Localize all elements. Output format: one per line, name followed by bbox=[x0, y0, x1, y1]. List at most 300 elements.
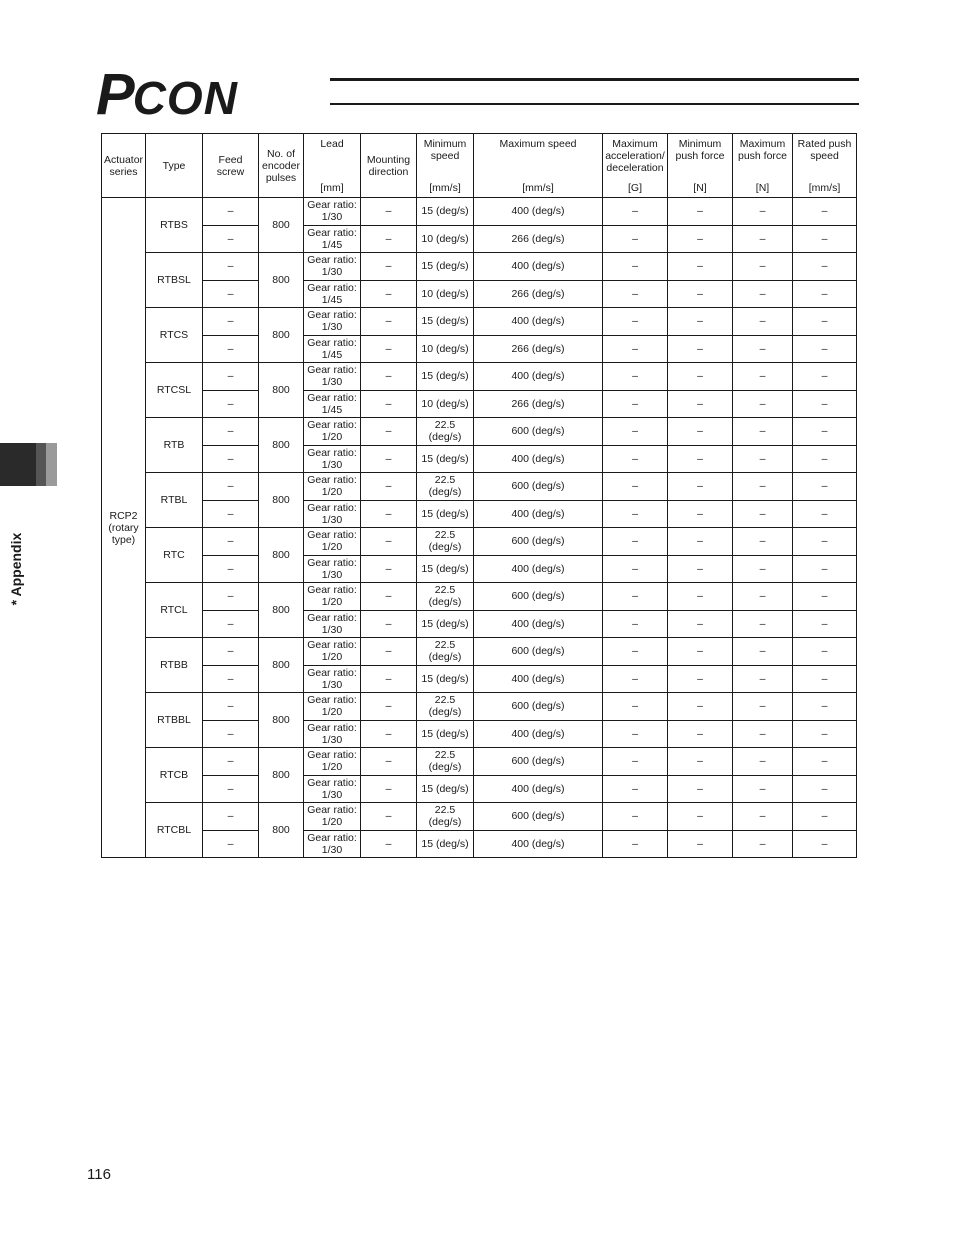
lead-cell: Gear ratio: 1/45 bbox=[304, 280, 361, 308]
encoder-pulses-cell: 800 bbox=[259, 308, 304, 363]
type-cell: RTBBL bbox=[146, 693, 203, 748]
type-cell: RTB bbox=[146, 418, 203, 473]
max-speed-cell: 600 (deg/s) bbox=[474, 803, 603, 831]
table-row bbox=[102, 610, 857, 638]
feed-screw-cell: – bbox=[203, 555, 259, 583]
max-speed-cell: 400 (deg/s) bbox=[474, 198, 603, 226]
max-push-force-cell: – bbox=[733, 638, 793, 666]
feed-screw-cell: – bbox=[203, 748, 259, 776]
min-push-force-cell: – bbox=[668, 555, 733, 583]
lead-cell: Gear ratio: 1/20 bbox=[304, 473, 361, 501]
max-push-force-cell: – bbox=[733, 720, 793, 748]
table-row bbox=[102, 280, 857, 308]
column-header bbox=[361, 134, 417, 198]
mounting-direction-cell: – bbox=[361, 830, 417, 858]
min-speed-cell: 15 (deg/s) bbox=[417, 363, 474, 391]
rated-push-speed-cell: – bbox=[793, 665, 857, 693]
column-header-label: Actuator series bbox=[103, 153, 144, 178]
feed-screw-cell: – bbox=[203, 693, 259, 721]
min-push-force-cell: – bbox=[668, 225, 733, 253]
max-speed-cell: 400 (deg/s) bbox=[474, 610, 603, 638]
min-push-force-cell: – bbox=[668, 803, 733, 831]
rated-push-speed-cell: – bbox=[793, 638, 857, 666]
max-push-force-cell: – bbox=[733, 390, 793, 418]
rated-push-speed-cell: – bbox=[793, 198, 857, 226]
max-push-force-cell: – bbox=[733, 583, 793, 611]
column-header bbox=[203, 134, 259, 198]
rated-push-speed-cell: – bbox=[793, 225, 857, 253]
max-push-force-cell: – bbox=[733, 445, 793, 473]
mounting-direction-cell: – bbox=[361, 198, 417, 226]
max-speed-cell: 400 (deg/s) bbox=[474, 830, 603, 858]
min-speed-cell: 15 (deg/s) bbox=[417, 253, 474, 281]
max-push-force-cell: – bbox=[733, 335, 793, 363]
column-header bbox=[733, 134, 793, 198]
column-header bbox=[146, 134, 203, 198]
max-speed-cell: 400 (deg/s) bbox=[474, 500, 603, 528]
max-speed-cell: 600 (deg/s) bbox=[474, 693, 603, 721]
rated-push-speed-cell: – bbox=[793, 280, 857, 308]
table-row bbox=[102, 500, 857, 528]
type-cell: RTBS bbox=[146, 198, 203, 253]
table-row bbox=[102, 335, 857, 363]
encoder-pulses-cell: 800 bbox=[259, 638, 304, 693]
table-row bbox=[102, 693, 857, 721]
max-push-force-cell: – bbox=[733, 280, 793, 308]
max-speed-cell: 266 (deg/s) bbox=[474, 335, 603, 363]
lead-cell: Gear ratio: 1/30 bbox=[304, 555, 361, 583]
min-speed-cell: 22.5 (deg/s) bbox=[417, 528, 474, 556]
min-speed-cell: 22.5 (deg/s) bbox=[417, 418, 474, 446]
lead-cell: Gear ratio: 1/20 bbox=[304, 803, 361, 831]
lead-cell: Gear ratio: 1/20 bbox=[304, 693, 361, 721]
encoder-pulses-cell: 800 bbox=[259, 198, 304, 253]
rated-push-speed-cell: – bbox=[793, 308, 857, 336]
feed-screw-cell: – bbox=[203, 775, 259, 803]
max-push-force-cell: – bbox=[733, 665, 793, 693]
encoder-pulses-cell: 800 bbox=[259, 418, 304, 473]
mounting-direction-cell: – bbox=[361, 748, 417, 776]
feed-screw-cell: – bbox=[203, 445, 259, 473]
column-header-label: Mounting direction bbox=[366, 153, 411, 178]
max-acceleration-cell: – bbox=[603, 418, 668, 446]
max-acceleration-cell: – bbox=[603, 500, 668, 528]
min-speed-cell: 15 (deg/s) bbox=[417, 500, 474, 528]
feed-screw-cell: – bbox=[203, 308, 259, 336]
column-header bbox=[417, 134, 474, 198]
rated-push-speed-cell: – bbox=[793, 473, 857, 501]
min-speed-cell: 22.5 (deg/s) bbox=[417, 803, 474, 831]
feed-screw-cell: – bbox=[203, 280, 259, 308]
feed-screw-cell: – bbox=[203, 335, 259, 363]
min-speed-cell: 22.5 (deg/s) bbox=[417, 693, 474, 721]
column-header-label: No. of encoder pulses bbox=[262, 147, 300, 184]
mounting-direction-cell: – bbox=[361, 225, 417, 253]
min-speed-cell: 15 (deg/s) bbox=[417, 198, 474, 226]
lead-cell: Gear ratio: 1/30 bbox=[304, 830, 361, 858]
max-acceleration-cell: – bbox=[603, 555, 668, 583]
section-tab-light bbox=[46, 443, 57, 486]
min-speed-cell: 22.5 (deg/s) bbox=[417, 638, 474, 666]
column-header-label: Type bbox=[162, 159, 186, 172]
min-speed-cell: 15 (deg/s) bbox=[417, 720, 474, 748]
min-push-force-cell: – bbox=[668, 720, 733, 748]
table-header-row bbox=[102, 134, 857, 198]
max-push-force-cell: – bbox=[733, 528, 793, 556]
type-cell: RTC bbox=[146, 528, 203, 583]
max-speed-cell: 400 (deg/s) bbox=[474, 720, 603, 748]
lead-cell: Gear ratio: 1/30 bbox=[304, 500, 361, 528]
max-acceleration-cell: – bbox=[603, 610, 668, 638]
type-cell: RTBL bbox=[146, 473, 203, 528]
feed-screw-cell: – bbox=[203, 638, 259, 666]
encoder-pulses-cell: 800 bbox=[259, 363, 304, 418]
max-acceleration-cell: – bbox=[603, 335, 668, 363]
table-row bbox=[102, 665, 857, 693]
max-acceleration-cell: – bbox=[603, 583, 668, 611]
lead-cell: Gear ratio: 1/30 bbox=[304, 363, 361, 391]
feed-screw-cell: – bbox=[203, 418, 259, 446]
lead-cell: Gear ratio: 1/45 bbox=[304, 390, 361, 418]
table-row bbox=[102, 803, 857, 831]
logo-initial: P bbox=[96, 62, 133, 127]
min-speed-cell: 10 (deg/s) bbox=[417, 280, 474, 308]
rated-push-speed-cell: – bbox=[793, 335, 857, 363]
max-speed-cell: 600 (deg/s) bbox=[474, 638, 603, 666]
column-header-label: Lead bbox=[320, 138, 344, 150]
type-cell: RTCSL bbox=[146, 363, 203, 418]
mounting-direction-cell: – bbox=[361, 583, 417, 611]
column-header-unit: [mm/s] bbox=[522, 182, 554, 194]
feed-screw-cell: – bbox=[203, 665, 259, 693]
max-acceleration-cell: – bbox=[603, 693, 668, 721]
min-push-force-cell: – bbox=[668, 665, 733, 693]
column-header-label: Rated push speed bbox=[797, 138, 852, 162]
lead-cell: Gear ratio: 1/20 bbox=[304, 748, 361, 776]
lead-cell: Gear ratio: 1/30 bbox=[304, 253, 361, 281]
max-push-force-cell: – bbox=[733, 555, 793, 583]
min-push-force-cell: – bbox=[668, 390, 733, 418]
table-row bbox=[102, 418, 857, 446]
column-header bbox=[603, 134, 668, 198]
feed-screw-cell: – bbox=[203, 830, 259, 858]
max-acceleration-cell: – bbox=[603, 253, 668, 281]
lead-cell: Gear ratio: 1/30 bbox=[304, 775, 361, 803]
column-header-label: Minimum speed bbox=[423, 138, 467, 162]
max-speed-cell: 600 (deg/s) bbox=[474, 748, 603, 776]
feed-screw-cell: – bbox=[203, 528, 259, 556]
min-push-force-cell: – bbox=[668, 445, 733, 473]
min-speed-cell: 10 (deg/s) bbox=[417, 225, 474, 253]
min-speed-cell: 22.5 (deg/s) bbox=[417, 748, 474, 776]
table-row bbox=[102, 528, 857, 556]
rated-push-speed-cell: – bbox=[793, 390, 857, 418]
max-acceleration-cell: – bbox=[603, 803, 668, 831]
mounting-direction-cell: – bbox=[361, 500, 417, 528]
column-header-label: Maximum push force bbox=[737, 138, 788, 162]
min-speed-cell: 10 (deg/s) bbox=[417, 335, 474, 363]
min-push-force-cell: – bbox=[668, 830, 733, 858]
min-push-force-cell: – bbox=[668, 693, 733, 721]
min-speed-cell: 15 (deg/s) bbox=[417, 775, 474, 803]
lead-cell: Gear ratio: 1/20 bbox=[304, 528, 361, 556]
mounting-direction-cell: – bbox=[361, 363, 417, 391]
table-row bbox=[102, 363, 857, 391]
min-push-force-cell: – bbox=[668, 418, 733, 446]
rated-push-speed-cell: – bbox=[793, 500, 857, 528]
encoder-pulses-cell: 800 bbox=[259, 803, 304, 858]
mounting-direction-cell: – bbox=[361, 335, 417, 363]
lead-cell: Gear ratio: 1/45 bbox=[304, 335, 361, 363]
min-speed-cell: 15 (deg/s) bbox=[417, 610, 474, 638]
lead-cell: Gear ratio: 1/45 bbox=[304, 225, 361, 253]
max-acceleration-cell: – bbox=[603, 225, 668, 253]
column-header bbox=[259, 134, 304, 198]
min-push-force-cell: – bbox=[668, 280, 733, 308]
type-cell: RTCS bbox=[146, 308, 203, 363]
actuator-series-cell: RCP2 (rotary type) bbox=[102, 198, 146, 858]
max-push-force-cell: – bbox=[733, 363, 793, 391]
min-push-force-cell: – bbox=[668, 748, 733, 776]
min-speed-cell: 10 (deg/s) bbox=[417, 390, 474, 418]
feed-screw-cell: – bbox=[203, 363, 259, 391]
mounting-direction-cell: – bbox=[361, 610, 417, 638]
feed-screw-cell: – bbox=[203, 583, 259, 611]
mounting-direction-cell: – bbox=[361, 445, 417, 473]
column-header bbox=[474, 134, 603, 198]
type-cell: RTCBL bbox=[146, 803, 203, 858]
table-row bbox=[102, 225, 857, 253]
feed-screw-cell: – bbox=[203, 720, 259, 748]
lead-cell: Gear ratio: 1/30 bbox=[304, 720, 361, 748]
mounting-direction-cell: – bbox=[361, 665, 417, 693]
min-speed-cell: 15 (deg/s) bbox=[417, 445, 474, 473]
feed-screw-cell: – bbox=[203, 803, 259, 831]
column-header-unit: [G] bbox=[627, 182, 642, 194]
min-push-force-cell: – bbox=[668, 583, 733, 611]
max-acceleration-cell: – bbox=[603, 665, 668, 693]
mounting-direction-cell: – bbox=[361, 693, 417, 721]
min-push-force-cell: – bbox=[668, 253, 733, 281]
table-row bbox=[102, 253, 857, 281]
min-speed-cell: 15 (deg/s) bbox=[417, 308, 474, 336]
rated-push-speed-cell: – bbox=[793, 418, 857, 446]
max-speed-cell: 400 (deg/s) bbox=[474, 308, 603, 336]
column-header bbox=[304, 134, 361, 198]
table-row bbox=[102, 638, 857, 666]
table-row bbox=[102, 748, 857, 776]
logo-text: CON bbox=[132, 72, 238, 124]
rated-push-speed-cell: – bbox=[793, 610, 857, 638]
column-header-label: Maximum speed bbox=[499, 138, 577, 150]
min-push-force-cell: – bbox=[668, 308, 733, 336]
mounting-direction-cell: – bbox=[361, 253, 417, 281]
min-push-force-cell: – bbox=[668, 528, 733, 556]
max-speed-cell: 266 (deg/s) bbox=[474, 390, 603, 418]
min-speed-cell: 15 (deg/s) bbox=[417, 555, 474, 583]
column-header-label: Feed screw bbox=[216, 153, 245, 178]
table-row bbox=[102, 308, 857, 336]
type-cell: RTBB bbox=[146, 638, 203, 693]
column-header bbox=[668, 134, 733, 198]
rated-push-speed-cell: – bbox=[793, 555, 857, 583]
rated-push-speed-cell: – bbox=[793, 693, 857, 721]
min-speed-cell: 22.5 (deg/s) bbox=[417, 583, 474, 611]
type-cell: RTBSL bbox=[146, 253, 203, 308]
table-row bbox=[102, 198, 857, 226]
max-acceleration-cell: – bbox=[603, 363, 668, 391]
max-push-force-cell: – bbox=[733, 610, 793, 638]
max-acceleration-cell: – bbox=[603, 748, 668, 776]
max-push-force-cell: – bbox=[733, 500, 793, 528]
header-rule-bottom bbox=[330, 103, 859, 105]
max-acceleration-cell: – bbox=[603, 390, 668, 418]
min-speed-cell: 15 (deg/s) bbox=[417, 665, 474, 693]
feed-screw-cell: – bbox=[203, 225, 259, 253]
min-push-force-cell: – bbox=[668, 775, 733, 803]
header-rule-top bbox=[330, 78, 859, 81]
mounting-direction-cell: – bbox=[361, 390, 417, 418]
max-acceleration-cell: – bbox=[603, 528, 668, 556]
min-speed-cell: 22.5 (deg/s) bbox=[417, 473, 474, 501]
lead-cell: Gear ratio: 1/20 bbox=[304, 638, 361, 666]
max-speed-cell: 600 (deg/s) bbox=[474, 528, 603, 556]
mounting-direction-cell: – bbox=[361, 555, 417, 583]
mounting-direction-cell: – bbox=[361, 473, 417, 501]
section-tab-dark bbox=[0, 443, 36, 486]
max-speed-cell: 600 (deg/s) bbox=[474, 473, 603, 501]
max-speed-cell: 400 (deg/s) bbox=[474, 555, 603, 583]
mounting-direction-cell: – bbox=[361, 280, 417, 308]
appendix-label-text: * Appendix bbox=[8, 532, 24, 606]
actuator-spec-table bbox=[101, 133, 857, 858]
mounting-direction-cell: – bbox=[361, 803, 417, 831]
max-speed-cell: 400 (deg/s) bbox=[474, 253, 603, 281]
max-speed-cell: 400 (deg/s) bbox=[474, 363, 603, 391]
max-speed-cell: 266 (deg/s) bbox=[474, 225, 603, 253]
max-push-force-cell: – bbox=[733, 473, 793, 501]
min-push-force-cell: – bbox=[668, 473, 733, 501]
max-push-force-cell: – bbox=[733, 198, 793, 226]
rated-push-speed-cell: – bbox=[793, 528, 857, 556]
table-row bbox=[102, 775, 857, 803]
pcon-logo bbox=[96, 62, 238, 127]
column-header-unit: [mm/s] bbox=[808, 182, 841, 194]
rated-push-speed-cell: – bbox=[793, 775, 857, 803]
max-acceleration-cell: – bbox=[603, 280, 668, 308]
column-header bbox=[793, 134, 857, 198]
max-push-force-cell: – bbox=[733, 693, 793, 721]
lead-cell: Gear ratio: 1/30 bbox=[304, 445, 361, 473]
rated-push-speed-cell: – bbox=[793, 445, 857, 473]
table-row bbox=[102, 830, 857, 858]
lead-cell: Gear ratio: 1/30 bbox=[304, 610, 361, 638]
rated-push-speed-cell: – bbox=[793, 253, 857, 281]
max-acceleration-cell: – bbox=[603, 445, 668, 473]
rated-push-speed-cell: – bbox=[793, 583, 857, 611]
feed-screw-cell: – bbox=[203, 390, 259, 418]
max-speed-cell: 400 (deg/s) bbox=[474, 445, 603, 473]
table-row bbox=[102, 720, 857, 748]
table-body bbox=[102, 198, 857, 858]
rated-push-speed-cell: – bbox=[793, 748, 857, 776]
min-speed-cell: 15 (deg/s) bbox=[417, 830, 474, 858]
max-acceleration-cell: – bbox=[603, 830, 668, 858]
encoder-pulses-cell: 800 bbox=[259, 473, 304, 528]
lead-cell: Gear ratio: 1/20 bbox=[304, 583, 361, 611]
encoder-pulses-cell: 800 bbox=[259, 693, 304, 748]
table-row bbox=[102, 583, 857, 611]
max-speed-cell: 600 (deg/s) bbox=[474, 583, 603, 611]
lead-cell: Gear ratio: 1/30 bbox=[304, 665, 361, 693]
max-acceleration-cell: – bbox=[603, 638, 668, 666]
column-header-unit: [N] bbox=[755, 182, 770, 194]
encoder-pulses-cell: 800 bbox=[259, 528, 304, 583]
max-acceleration-cell: – bbox=[603, 198, 668, 226]
max-push-force-cell: – bbox=[733, 748, 793, 776]
feed-screw-cell: – bbox=[203, 473, 259, 501]
max-speed-cell: 266 (deg/s) bbox=[474, 280, 603, 308]
max-speed-cell: 400 (deg/s) bbox=[474, 775, 603, 803]
max-acceleration-cell: – bbox=[603, 473, 668, 501]
table-row bbox=[102, 445, 857, 473]
type-cell: RTCB bbox=[146, 748, 203, 803]
encoder-pulses-cell: 800 bbox=[259, 748, 304, 803]
table-row bbox=[102, 390, 857, 418]
type-cell: RTCL bbox=[146, 583, 203, 638]
column-header-label: Maximum acceleration/ deceleration bbox=[605, 138, 665, 174]
encoder-pulses-cell: 800 bbox=[259, 253, 304, 308]
feed-screw-cell: – bbox=[203, 500, 259, 528]
encoder-pulses-cell: 800 bbox=[259, 583, 304, 638]
feed-screw-cell: – bbox=[203, 198, 259, 226]
rated-push-speed-cell: – bbox=[793, 363, 857, 391]
table-row bbox=[102, 555, 857, 583]
min-push-force-cell: – bbox=[668, 610, 733, 638]
mounting-direction-cell: – bbox=[361, 528, 417, 556]
max-acceleration-cell: – bbox=[603, 775, 668, 803]
max-speed-cell: 400 (deg/s) bbox=[474, 665, 603, 693]
rated-push-speed-cell: – bbox=[793, 720, 857, 748]
table-row bbox=[102, 473, 857, 501]
feed-screw-cell: – bbox=[203, 253, 259, 281]
column-header-label: Minimum push force bbox=[675, 138, 725, 162]
max-acceleration-cell: – bbox=[603, 308, 668, 336]
section-tab-mid bbox=[36, 443, 46, 486]
max-acceleration-cell: – bbox=[603, 720, 668, 748]
rated-push-speed-cell: – bbox=[793, 830, 857, 858]
min-push-force-cell: – bbox=[668, 638, 733, 666]
max-speed-cell: 600 (deg/s) bbox=[474, 418, 603, 446]
column-header-unit: [N] bbox=[693, 182, 707, 194]
rated-push-speed-cell: – bbox=[793, 803, 857, 831]
column-header bbox=[102, 134, 146, 198]
feed-screw-cell: – bbox=[203, 610, 259, 638]
mounting-direction-cell: – bbox=[361, 775, 417, 803]
min-push-force-cell: – bbox=[668, 500, 733, 528]
mounting-direction-cell: – bbox=[361, 720, 417, 748]
lead-cell: Gear ratio: 1/30 bbox=[304, 198, 361, 226]
max-push-force-cell: – bbox=[733, 308, 793, 336]
max-push-force-cell: – bbox=[733, 418, 793, 446]
max-push-force-cell: – bbox=[733, 803, 793, 831]
max-push-force-cell: – bbox=[733, 775, 793, 803]
page-number: 116 bbox=[87, 1166, 111, 1183]
max-push-force-cell: – bbox=[733, 830, 793, 858]
max-push-force-cell: – bbox=[733, 253, 793, 281]
min-push-force-cell: – bbox=[668, 363, 733, 391]
mounting-direction-cell: – bbox=[361, 638, 417, 666]
